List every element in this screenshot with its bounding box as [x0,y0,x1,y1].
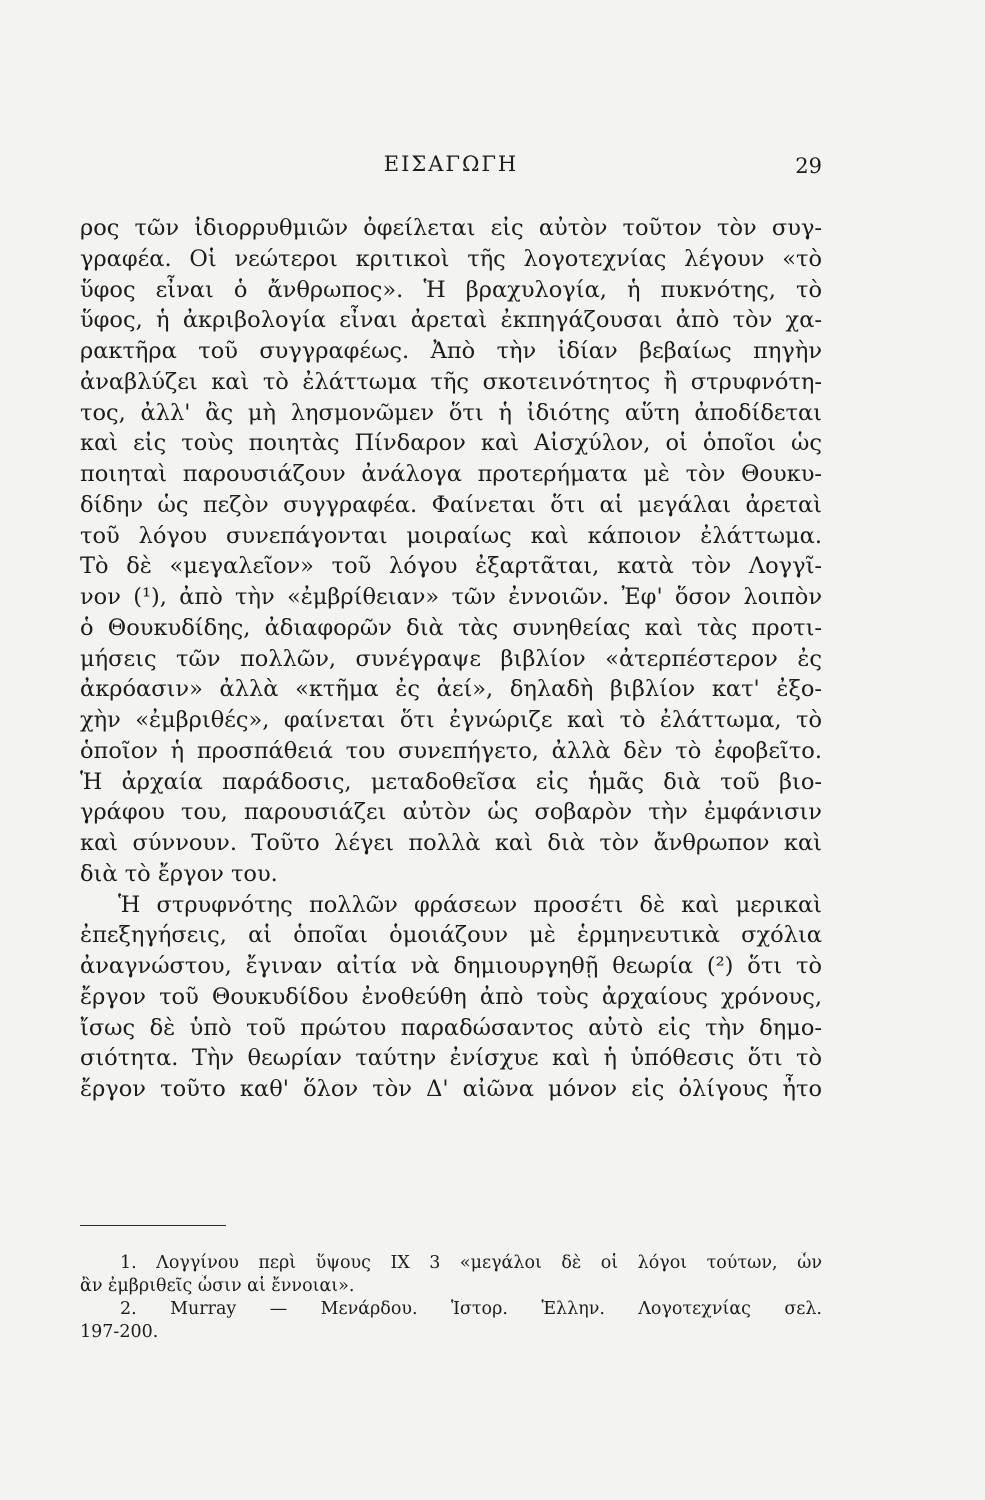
text-line: ὕφος, ἡ ἀκριβολογία εἶναι ἀρεταὶ ἐκπηγάζουσαι ἀπὸ τὸν χα- [80,307,822,334]
text-line: Ἡ ἀρχαία παράδοσις, μεταδοθεῖσα εἰς ἡμᾶς διὰ τοῦ βιο- [80,768,822,795]
text-line: ρος τῶν ἰδιορρυθμιῶν ὀφείλεται εἰς αὐτὸν τοῦτον τὸν συγ- [80,215,822,241]
text-line: ἀναβλύζει καὶ τὸ ἐλάττωμα τῆς σκοτεινότητος ἢ στρυφνότη- [80,368,822,395]
text-line: δίδην ὡς πεζὸν συγγραφέα. Φαίνεται ὅτι αἱ μεγάλαι ἀρεταὶ [80,491,822,518]
footnote-line: 2. Murray — Μενάρδου. Ἱστορ. Ἑλλην. Λογοτεχνίας σελ. [120,1299,822,1319]
footnote-line: 197-200. [80,1322,159,1342]
running-title: ΕΙΣΑΓΩΓΗ [383,152,519,176]
text-line: Ἡ στρυφνότης πολλῶν φράσεων προσέτι δὲ καὶ μερικαὶ [118,891,822,918]
text-line: μήσεις τῶν πολλῶν, συνέγραψε βιβλίον «ἀτερπέστερον ἐς [80,645,822,672]
page-number: 29 [795,154,822,178]
text-line: ἐπεξηγήσεις, αἱ ὁποῖαι ὁμοιάζουν μὲ ἑρμηνευτικὰ σχόλια [80,922,822,949]
text-line: ἀναγνώστου, ἔγιναν αἰτία νὰ δημιουργηθῇ θεωρία (²) ὅτι τὸ [80,953,822,979]
text-line: σιότητα. Τὴν θεωρίαν ταύτην ἐνίσχυε καὶ ἡ ὑπόθεσις ὅτι τὸ [80,1045,822,1072]
text-line: γραφέα. Οἱ νεώτεροι κριτικοὶ τῆς λογοτεχνίας λέγουν «τὸ [80,245,822,272]
text-line: ποιηταὶ παρουσιάζουν ἀνάλογα προτερήματα μὲ τὸν Θουκυ- [80,461,822,487]
body-text [80,213,822,1105]
text-line: τος, ἀλλ' ἂς μὴ λησμονῶμεν ὅτι ἡ ἰδιότης αὕτη ἀποδίδεται [80,399,822,426]
text-line: καὶ εἰς τοὺς ποιητὰς Πίνδαρον καὶ Αἰσχύλον, οἱ ὁποῖοι ὡς [80,430,822,457]
text-line: τοῦ λόγου συνεπάγονται μοιραίως καὶ κάποιον ἐλάττωμα. [80,522,822,549]
text-line: διὰ τὸ ἔργον του. [80,860,278,887]
text-line: ἔργον τοῦ Θουκυδίδου ἐνοθεύθη ἀπὸ τοὺς ἀρχαίους χρόνους, [80,983,822,1010]
footnote-line: 1. Λογγίνου περὶ ὕψους IX 3 «μεγάλοι δὲ οἱ λόγοι τούτων, ὧν [120,1253,822,1273]
text-line: χὴν «ἐμβριθές», φαίνεται ὅτι ἐγνώριζε καὶ τὸ ἐλάττωμα, τὸ [80,707,822,733]
text-line: καὶ σύννουν. Τοῦτο λέγει πολλὰ καὶ διὰ τὸν ἄνθρωπον καὶ [80,830,822,856]
text-line: ὁ Θουκυδίδης, ἀδιαφορῶν διὰ τὰς συνηθείας καὶ τὰς προτι- [80,614,822,641]
text-line: Τὸ δὲ «μεγαλεῖον» τοῦ λόγου ἐξαρτᾶται, κατὰ τὸν Λογγῖ- [80,553,822,580]
text-line: ὕφος εἶναι ὁ ἄνθρωπος». Ἡ βραχυλογία, ἡ πυκνότης, τὸ [80,276,822,303]
footnotes [80,1252,822,1344]
text-line: γράφου του, παρουσιάζει αὐτὸν ὡς σοβαρὸν τὴν ἐμφάνισιν [80,799,822,826]
text-line: ἀκρόασιν» ἀλλὰ «κτῆμα ἐς ἀεί», δηλαδὴ βιβλίον κατ' ἐξο- [80,676,822,703]
text-line: ἔργον τοῦτο καθ' ὅλον τὸν Δ' αἰῶνα μόνον εἰς ὀλίγους ἦτο [80,1076,822,1102]
text-line: νον (¹), ἀπὸ τὴν «ἐμβρίθειαν» τῶν ἐννοιῶν. Ἐφ' ὅσον λοιπὸν [80,584,822,610]
text-line: ὁποῖον ἡ προσπάθειά του συνεπήγετο, ἀλλὰ δὲν τὸ ἐφοβεῖτο. [80,737,822,764]
text-line: ἴσως δὲ ὑπὸ τοῦ πρώτου παραδώσαντος αὐτὸ εἰς τὴν δημο- [80,1014,822,1041]
footnote-separator [80,1225,226,1226]
footnote-line: ἂν ἐμβριθεῖς ὦσιν αἱ ἔννοιαι». [80,1276,355,1296]
text-line: ρακτῆρα τοῦ συγγραφέως. Ἀπὸ τὴν ἰδίαν βεβαίως πηγὴν [80,338,822,364]
page-header [80,152,822,188]
